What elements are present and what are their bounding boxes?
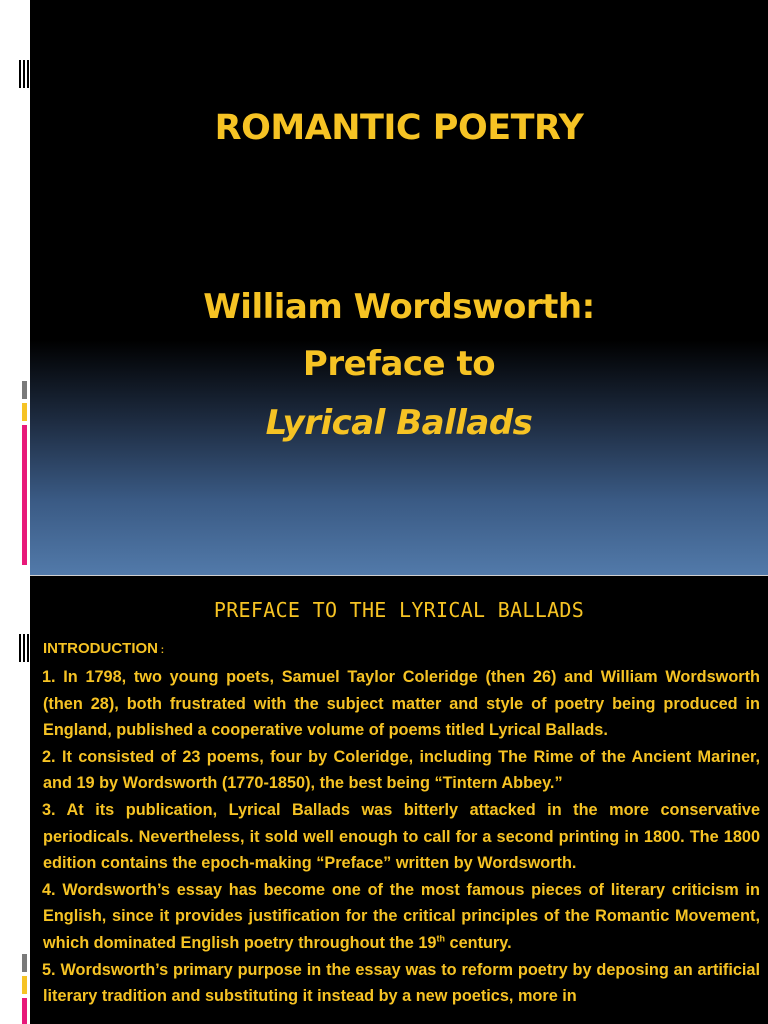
slide-2 <box>0 576 768 1024</box>
item-number: 4. <box>42 880 56 899</box>
item-text: In 1798, two young poets, Samuel Taylor Coleridge (then 26) and William Wordsworth (then 28), both frustrated with the subject matter and style of poetry being produced in England, published a cooperative volume of poems titled Lyrical Ballads. <box>43 668 760 740</box>
slide-title: PREFACE TO THE LYRICAL BALLADS <box>213 598 585 622</box>
list-item <box>43 957 760 1010</box>
deco-pink-bar <box>22 998 27 1024</box>
list-item <box>43 664 760 744</box>
deco-pink-bar <box>22 425 27 565</box>
item-text-end: century. <box>444 933 512 952</box>
intro-colon: : <box>158 645 165 656</box>
list-item <box>43 797 760 877</box>
superscript: th <box>436 933 445 944</box>
list-item <box>43 744 760 797</box>
item-text: Wordsworth’s essay has become one of the most famous pieces of literary criticism in English, since it provides justification for the critical principles of the Romantic Movement, which dominated English poetry throughout the 19 <box>43 880 760 952</box>
intro-heading <box>43 640 164 657</box>
deco-gray-block <box>22 381 27 399</box>
author-line: William Wordsworth: <box>203 287 595 327</box>
deco-gray-block <box>22 954 27 972</box>
work-title: Lyrical Ballads <box>265 403 533 443</box>
intro-label: INTRODUCTION <box>43 640 158 657</box>
item-text: Wordsworth’s primary purpose in the essay was to reform poetry by deposing an artificial literary tradition and substituting it instead by a new poetics, more in <box>43 960 760 1006</box>
deco-bars-icon <box>19 60 29 88</box>
list-item <box>43 877 760 957</box>
slide-title: ROMANTIC POETRY <box>214 108 584 148</box>
item-number: 2. <box>42 747 56 766</box>
item-text: At its publication, Lyrical Ballads was bitterly attacked in the more conservative periodicals. Nevertheless, it sold well enough to call for a second printing in 1800. The 1800 edition contains the epoch-making “Preface” written by Wordsworth. <box>43 800 760 873</box>
deco-bars-icon <box>19 634 29 662</box>
item-number: 1. <box>42 668 56 686</box>
item-text: It consisted of 23 poems, four by Coleridge, including The Rime of the Ancient Mariner, and 19 by Wordsworth (1770-1850), the best being “Tintern Abbey.” <box>43 747 760 793</box>
item-number: 5. <box>42 960 56 979</box>
deco-yellow-block <box>22 976 27 994</box>
numbered-list <box>43 664 760 1010</box>
preface-line: Preface to <box>302 344 496 384</box>
deco-yellow-block <box>22 403 27 421</box>
item-number: 3. <box>42 800 56 819</box>
